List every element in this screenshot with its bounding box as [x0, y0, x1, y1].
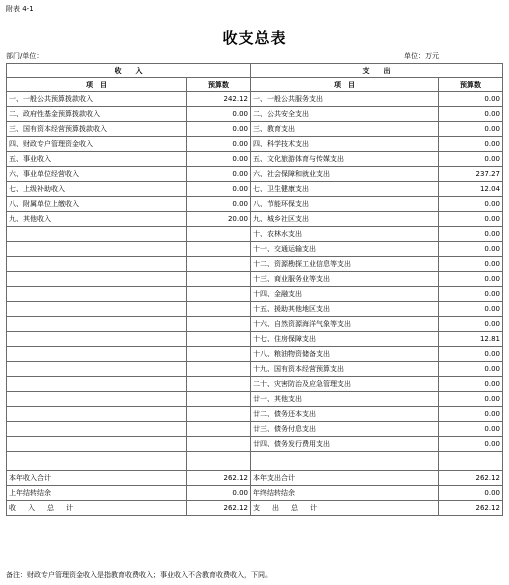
income-item-cell [7, 332, 187, 347]
expense-value-cell: 0.00 [439, 422, 503, 437]
expense-value-cell: 0.00 [439, 317, 503, 332]
expense-value-cell: 0.00 [439, 122, 503, 137]
income-value-cell: 0.00 [187, 122, 251, 137]
income-value-cell [187, 317, 251, 332]
empty-cell [439, 452, 503, 471]
table-row [7, 392, 503, 407]
income-value-cell [187, 287, 251, 302]
income-item-cell [7, 317, 187, 332]
empty-cell [251, 452, 439, 471]
table-row [7, 137, 503, 152]
income-item-cell [7, 242, 187, 257]
income-item-cell: 九、其他收入 [7, 212, 187, 227]
year-income-income-label: 本年收入合计 [7, 471, 187, 486]
income-item-header: 项 目 [7, 78, 187, 92]
income-value-cell: 0.00 [187, 182, 251, 197]
income-budget-header: 预算数 [187, 78, 251, 92]
table-row [7, 377, 503, 392]
expense-item-cell: 十七、住房保障支出 [251, 332, 439, 347]
income-item-cell [7, 362, 187, 377]
expense-item-cell: 十四、金融支出 [251, 287, 439, 302]
income-value-cell [187, 362, 251, 377]
income-item-cell [7, 287, 187, 302]
table-row [7, 257, 503, 272]
grand-total-income-value: 262.12 [187, 501, 251, 516]
table-row [7, 92, 503, 107]
expense-item-cell: 三、教育支出 [251, 122, 439, 137]
expense-item-cell: 四、科学技术支出 [251, 137, 439, 152]
table-row [7, 272, 503, 287]
expense-value-cell: 0.00 [439, 212, 503, 227]
expense-value-cell: 0.00 [439, 152, 503, 167]
income-item-cell: 四、财政专户管理资金收入 [7, 137, 187, 152]
income-value-cell [187, 347, 251, 362]
table-row [7, 362, 503, 377]
expense-item-cell: 一、一般公共服务支出 [251, 92, 439, 107]
table-header-group [7, 64, 503, 78]
expense-value-cell: 0.00 [439, 257, 503, 272]
expense-value-cell: 0.00 [439, 137, 503, 152]
income-item-cell: 五、事业收入 [7, 152, 187, 167]
table-row [7, 317, 503, 332]
income-value-cell: 242.12 [187, 92, 251, 107]
expense-item-cell: 十一、交通运输支出 [251, 242, 439, 257]
carry-over-row [7, 486, 503, 501]
expense-value-cell: 0.00 [439, 197, 503, 212]
carry-over-expense-label: 年终结转结余 [251, 486, 439, 501]
income-value-cell [187, 272, 251, 287]
expense-header: 支 出 [251, 64, 503, 78]
expense-item-cell: 廿四、债务发行费用支出 [251, 437, 439, 452]
table-row [7, 302, 503, 317]
expense-value-cell: 0.00 [439, 347, 503, 362]
budget-summary-table [6, 63, 503, 516]
table-row [7, 242, 503, 257]
income-value-cell [187, 332, 251, 347]
year-income-row [7, 471, 503, 486]
income-item-cell [7, 422, 187, 437]
income-item-cell: 八、附属单位上缴收入 [7, 197, 187, 212]
spacer-row [7, 452, 503, 471]
footnote: 备注：财政专户管理资金收入是指教育收费收入；事业收入不含教育收费收入，下同。 [6, 571, 272, 579]
empty-cell [187, 452, 251, 471]
expense-item-cell: 廿二、债务还本支出 [251, 407, 439, 422]
expense-item-header: 项 目 [251, 78, 439, 92]
carry-over-income-value: 0.00 [187, 486, 251, 501]
expense-value-cell: 0.00 [439, 272, 503, 287]
page-title: 收支总表 [222, 29, 287, 47]
income-item-cell [7, 377, 187, 392]
table-row [7, 287, 503, 302]
income-value-cell: 0.00 [187, 137, 251, 152]
table-row [7, 182, 503, 197]
expense-item-cell: 十五、援助其他地区支出 [251, 302, 439, 317]
expense-value-cell: 12.81 [439, 332, 503, 347]
expense-item-cell: 十三、商业服务业等支出 [251, 272, 439, 287]
expense-item-cell: 廿三、债务付息支出 [251, 422, 439, 437]
income-value-cell [187, 257, 251, 272]
expense-item-cell: 十九、国有资本经营预算支出 [251, 362, 439, 377]
expense-value-cell: 12.04 [439, 182, 503, 197]
expense-value-cell: 0.00 [439, 227, 503, 242]
income-value-cell [187, 227, 251, 242]
expense-item-cell: 九、城乡社区支出 [251, 212, 439, 227]
table-row [7, 407, 503, 422]
income-item-cell [7, 392, 187, 407]
grand-total-income-label: 收入总计 [7, 501, 187, 516]
income-item-cell: 三、国有资本经营预算拨款收入 [7, 122, 187, 137]
attachment-label: 附表 4-1 [6, 5, 34, 13]
expense-value-cell: 0.00 [439, 392, 503, 407]
income-item-cell [7, 407, 187, 422]
expense-item-cell: 五、文化旅游体育与传媒支出 [251, 152, 439, 167]
income-item-cell: 一、一般公共预算拨款收入 [7, 92, 187, 107]
grand-total-expense-label: 支出总计 [251, 501, 439, 516]
income-value-cell [187, 242, 251, 257]
income-value-cell: 20.00 [187, 212, 251, 227]
empty-cell [7, 452, 187, 471]
income-item-cell: 六、事业单位经营收入 [7, 167, 187, 182]
department-label: 部门/单位： [6, 52, 44, 60]
income-value-cell: 0.00 [187, 107, 251, 122]
table-row [7, 122, 503, 137]
income-value-cell: 0.00 [187, 197, 251, 212]
expense-item-cell: 十六、自然资源海洋气象等支出 [251, 317, 439, 332]
income-value-cell: 0.00 [187, 167, 251, 182]
income-value-cell: 0.00 [187, 152, 251, 167]
income-item-cell [7, 227, 187, 242]
expense-item-cell: 六、社会保障和就业支出 [251, 167, 439, 182]
table-row [7, 437, 503, 452]
income-value-cell [187, 302, 251, 317]
table-row [7, 347, 503, 362]
income-value-cell [187, 437, 251, 452]
table-row [7, 197, 503, 212]
expense-item-cell: 廿一、其他支出 [251, 392, 439, 407]
expense-item-cell: 十二、资源勘探工业信息等支出 [251, 257, 439, 272]
income-value-cell [187, 407, 251, 422]
income-value-cell [187, 377, 251, 392]
table-row [7, 227, 503, 242]
year-income-expense-value: 262.12 [439, 471, 503, 486]
table-row [7, 167, 503, 182]
expense-value-cell: 0.00 [439, 302, 503, 317]
table-row [7, 212, 503, 227]
year-income-expense-label: 本年支出合计 [251, 471, 439, 486]
expense-value-cell: 0.00 [439, 92, 503, 107]
expense-value-cell: 0.00 [439, 362, 503, 377]
income-value-cell [187, 422, 251, 437]
table-header-columns [7, 78, 503, 92]
expense-item-cell: 十八、粮油物资储备支出 [251, 347, 439, 362]
expense-value-cell: 237.27 [439, 167, 503, 182]
income-item-cell [7, 272, 187, 287]
unit-label: 单位：万元 [404, 52, 439, 60]
income-item-cell [7, 347, 187, 362]
carry-over-income-label: 上年结转结余 [7, 486, 187, 501]
table-row [7, 107, 503, 122]
table-row [7, 422, 503, 437]
table-row [7, 332, 503, 347]
expense-value-cell: 0.00 [439, 242, 503, 257]
expense-item-cell: 七、卫生健康支出 [251, 182, 439, 197]
income-header: 收 入 [7, 64, 251, 78]
income-item-cell: 二、政府性基金预算拨款收入 [7, 107, 187, 122]
income-item-cell: 七、上级补助收入 [7, 182, 187, 197]
expense-value-cell: 0.00 [439, 107, 503, 122]
expense-value-cell: 0.00 [439, 407, 503, 422]
expense-value-cell: 0.00 [439, 437, 503, 452]
expense-value-cell: 0.00 [439, 377, 503, 392]
income-item-cell [7, 257, 187, 272]
expense-item-cell: 十、农林水支出 [251, 227, 439, 242]
table-row [7, 152, 503, 167]
income-item-cell [7, 302, 187, 317]
expense-item-cell: 二十、灾害防治及应急管理支出 [251, 377, 439, 392]
income-value-cell [187, 392, 251, 407]
income-item-cell [7, 437, 187, 452]
expense-budget-header: 预算数 [439, 78, 503, 92]
carry-over-expense-value: 0.00 [439, 486, 503, 501]
expense-item-cell: 八、节能环保支出 [251, 197, 439, 212]
grand-total-row [7, 501, 503, 516]
year-income-income-value: 262.12 [187, 471, 251, 486]
expense-value-cell: 0.00 [439, 287, 503, 302]
grand-total-expense-value: 262.12 [439, 501, 503, 516]
expense-item-cell: 二、公共安全支出 [251, 107, 439, 122]
